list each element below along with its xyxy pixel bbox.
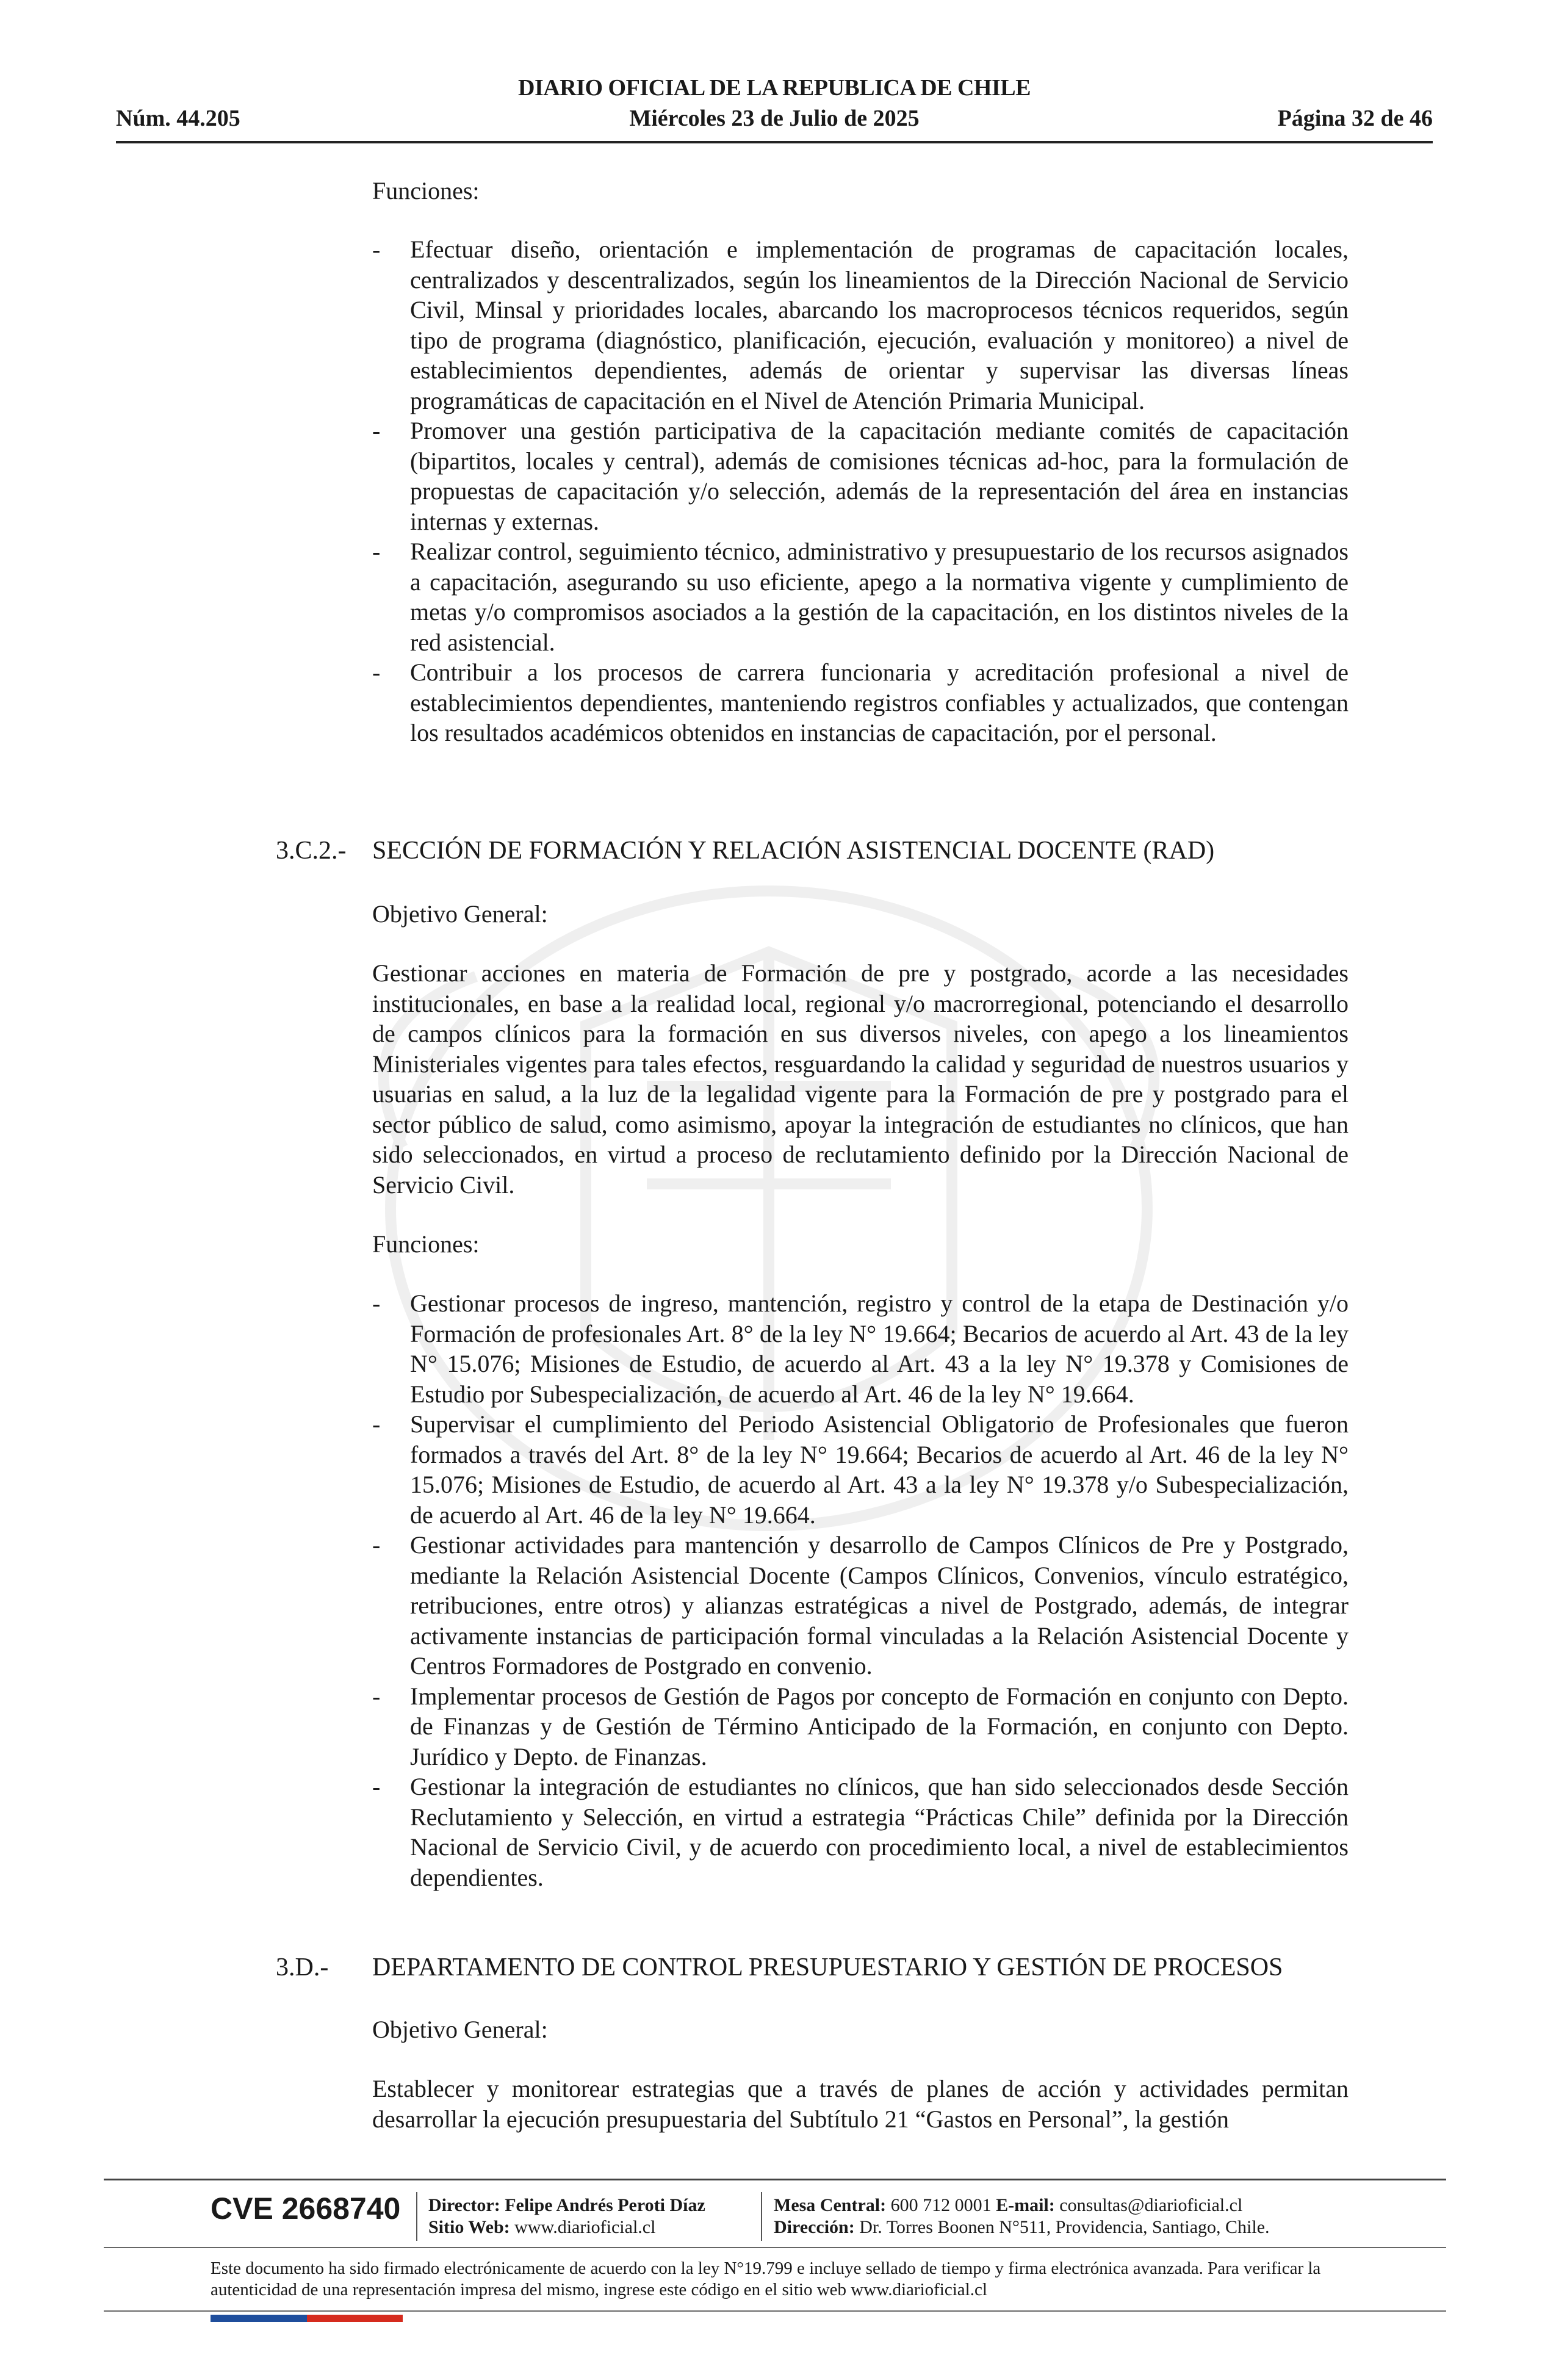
director-label: Director: (428, 2195, 500, 2215)
list-item: - Gestionar actividades para mantención y desarrollo de Campos Clínicos de Pre y Postgrado, mediante la Relación Asistencial Docente (Campos Clínicos, Convenios, vínculo estratégico, retribuciones, entre otros) y alianzas estratégicas a nivel de Postgrado, además, de integrar activamente instancias de participación formal vinculadas a la Relación Asistencial Docente y Centros Formadores de Postgrado en convenio. (372, 1531, 1349, 1679)
flag-red-stripe (307, 2315, 403, 2322)
signature-note: Este documento ha sido firmado electrónicamente de acuerdo con la ley N°19.799 e incluye sellado de tiempo y firma electrónica avanzada. Para verificar la autenticidad de una representación impresa del mismo, ingrese este código en el sitio web www.diarioficial.cl (211, 2259, 1321, 2299)
footer-director-block (428, 2194, 705, 2238)
footer-divider-top (104, 2179, 1446, 2180)
cve-code: CVE 2668740 (211, 2191, 401, 2226)
chile-flag-stripe (211, 2315, 403, 2322)
list-item-text: Efectuar diseño, orientación e implementación de programas de capacitación locales, centralizados y descentralizados, según los lineamientos de la Dirección Nacional de Servicio Civil, Minsal y prioridades locales, abarcando los macroprocesos técnicos requeridos, según tipo de programa (diagnóstico, planificación, ejecución, evaluación y monitoreo) a nivel de establecimientos dependientes, además de orientar y supervisar las diversas líneas programáticas de capacitación en el Nivel de Atención Primaria Municipal. (410, 236, 1349, 414)
director-name: Felipe Andrés Peroti Díaz (505, 2195, 705, 2215)
list-item: - Implementar procesos de Gestión de Pagos por concepto de Formación en conjunto con Depto. de Finanzas y de Gestión de Término Anticipado de la Formación, en conjunto con Depto. Jurídico y Depto. de Finanzas. (372, 1682, 1349, 1770)
list-item: - Realizar control, seguimiento técnico, administrativo y presupuestario de los recursos asignados a capacitación, asegurando su uso eficiente, apego a la normativa vigente y cumplimiento de metas y/o compromisos asociados a la gestión de la capacitación, en los distintos niveles de la red asistencial. (372, 538, 1349, 656)
section-title-3d: DEPARTAMENTO DE CONTROL PRESUPUESTARIO Y GESTIÓN DE PROCESOS (372, 1953, 1283, 1982)
mesa-label: Mesa Central: (774, 2195, 887, 2215)
web-label: Sitio Web: (428, 2217, 510, 2237)
funciones-list-3c2 (372, 1288, 1349, 1892)
issue-date: Miércoles 23 de Julio de 2025 (629, 106, 920, 131)
funciones-list-1 (372, 234, 1349, 748)
page-header (116, 74, 1433, 146)
header-divider (116, 141, 1433, 143)
page-number: Página 32 de 46 (1277, 106, 1433, 131)
list-item-text: Contribuir a los procesos de carrera funcionaria y acreditación profesional a nivel de establecimientos dependientes, manteniendo registros confiables y actualizados, que contengan los resultados académicos obtenidos en instancias de capacitación, por el personal. (410, 658, 1349, 746)
newspaper-title: DIARIO OFICIAL DE LA REPUBLICA DE CHILE (518, 75, 1031, 101)
list-item: - Supervisar el cumplimiento del Periodo Asistencial Obligatorio de Profesionales que fueron formados a través del Art. 8° de la ley N° 19.664; Becarios de acuerdo al Art. 46 de la ley N° 15.076; Misiones de Estudio, de acuerdo al Art. 43 a la ley N° 19.378 y/o Subespecialización, de acuerdo al Art. 46 de la ley N° 19.664. (372, 1410, 1349, 1529)
section-number-3c2: 3.C.2.- (276, 837, 347, 865)
funciones-label-3c2: Funciones: (372, 1230, 480, 1258)
footer-separator (761, 2192, 762, 2241)
list-item-text: Realizar control, seguimiento técnico, administrativo y presupuestario de los recursos asignados a capacitación, asegurando su uso eficiente, apego a la normativa vigente y cumplimiento de metas y/o compromisos asociados a la gestión de la capacitación, en los distintos niveles de la red asistencial. (410, 538, 1349, 656)
email-label: E-mail: (996, 2195, 1055, 2215)
issue-number: Núm. 44.205 (116, 106, 240, 131)
list-item-text: Implementar procesos de Gestión de Pagos por concepto de Formación en conjunto con Depto. de Finanzas y de Gestión de Término Anticipado de la Formación, en conjunto con Depto. Jurídico y Depto. de Finanzas. (410, 1682, 1349, 1770)
list-item: - Promover una gestión participativa de la capacitación mediante comités de capacitación (bipartitos, locales y central), además de comisiones técnicas ad-hoc, para la formulación de propuestas de capacitación y/o selección, además de la representación del área en instancias internas y externas. (372, 417, 1349, 535)
list-item: - Gestionar procesos de ingreso, mantención, registro y control de la etapa de Destinación y/o Formación de profesionales Art. 8° de la ley N° 19.664; Becarios de acuerdo al Art. 43 de la ley N° 15.076; Misiones de Estudio, de acuerdo al Art. 43 a la ley N° 19.378 y Comisiones de Estudio por Subespecialización, de acuerdo al Art. 46 de la ley N° 19.664. (372, 1289, 1349, 1408)
footer-contact-block (774, 2194, 1270, 2238)
list-item-text: Gestionar la integración de estudiantes no clínicos, que han sido seleccionados desde Sección Reclutamiento y Selección, en virtud a estrategia “Prácticas Chile” definida por la Dirección Nacional de Servicio Civil, y de acuerdo con procedimiento local, a nivel de establecimientos dependientes. (410, 1773, 1349, 1891)
list-item-text: Gestionar actividades para mantención y desarrollo de Campos Clínicos de Pre y Postgrado, mediante la Relación Asistencial Docente (Campos Clínicos, Convenios, vínculo estratégico, retribuciones, entre otros) y alianzas estratégicas a nivel de Postgrado, además, de integrar activamente instancias de participación formal vinculadas a la Relación Asistencial Docente y Centros Formadores de Postgrado en convenio. (410, 1531, 1349, 1679)
objetivo-text-3c2: Gestionar acciones en materia de Formación de pre y postgrado, acorde a las necesidades institucionales, en base a la realidad local, regional y/o macrorregional, potenciando el desarrollo de campos clínicos para la formación en sus diversos niveles, con apego a los lineamientos Ministeriales vigentes para tales efectos, resguardando la calidad y seguridad de nuestros usuarios y usuarias en salud, a la luz de la legalidad vigente para la Formación de pre y postgrado para el sector público de salud, como asimismo, apoyar la integración de estudiantes no clínicos, que han sido seleccionados, en virtud a proceso de reclutamiento definido por la Dirección Nacional de Servicio Civil. (372, 959, 1349, 1199)
list-item-text: Gestionar procesos de ingreso, mantención, registro y control de la etapa de Destinación y/o Formación de profesionales Art. 8° de la ley N° 19.664; Becarios de acuerdo al Art. 43 de la ley N° 15.076; Misiones de Estudio, de acuerdo al Art. 43 a la ley N° 19.378 y Comisiones de Estudio por Subespecialización, de acuerdo al Art. 46 de la ley N° 19.664. (410, 1289, 1349, 1408)
web-link[interactable]: www.diarioficial.cl (514, 2217, 656, 2237)
footer-divider-middle (104, 2247, 1446, 2248)
list-item: - Contribuir a los procesos de carrera funcionaria y acreditación profesional a nivel de establecimientos dependientes, manteniendo registros confiables y actualizados, que contengan los resultados académicos obtenidos en instancias de capacitación, por el personal. (372, 658, 1349, 746)
section-number-3d: 3.D.- (276, 1953, 329, 1982)
footer-divider-bottom (104, 2310, 1446, 2312)
email-link[interactable]: consultas@diarioficial.cl (1059, 2195, 1243, 2215)
objetivo-text-3d: Establecer y monitorear estrategias que a través de planes de acción y actividades permitan desarrollar la ejecución presupuestaria del Subtítulo 21 “Gastos en Personal”, la gestión (372, 2075, 1349, 2133)
funciones-label-1: Funciones: (372, 177, 480, 204)
list-item: - Efectuar diseño, orientación e implementación de programas de capacitación locales, centralizados y descentralizados, según los lineamientos de la Dirección Nacional de Servicio Civil, Minsal y prioridades locales, abarcando los macroprocesos técnicos requeridos, según tipo de programa (diagnóstico, planificación, ejecución, evaluación y monitoreo) a nivel de establecimientos dependientes, además de orientar y supervisar las diversas líneas programáticas de capacitación en el Nivel de Atención Primaria Municipal. (372, 236, 1349, 414)
objetivo-label-3c2: Objetivo General: (372, 900, 548, 928)
flag-blue-stripe (211, 2315, 307, 2322)
list-item-text: Supervisar el cumplimiento del Periodo Asistencial Obligatorio de Profesionales que fueron formados a través del Art. 8° de la ley N° 19.664; Becarios de acuerdo al Art. 46 de la ley N° 15.076; Misiones de Estudio, de acuerdo al Art. 43 a la ley N° 19.378 y/o Subespecialización, de acuerdo al Art. 46 de la ley N° 19.664. (410, 1410, 1349, 1529)
direccion-value: Dr. Torres Boonen N°511, Providencia, Santiago, Chile. (859, 2217, 1270, 2237)
footer-separator (416, 2192, 417, 2241)
objetivo-label-3d: Objetivo General: (372, 2016, 548, 2043)
list-item-text: Promover una gestión participativa de la capacitación mediante comités de capacitación (bipartitos, locales y central), además de comisiones técnicas ad-hoc, para la formulación de propuestas de capacitación y/o selección, además de la representación del área en instancias internas y externas. (410, 417, 1349, 535)
mesa-phone: 600 712 0001 (890, 2195, 992, 2215)
section-title-3c2: SECCIÓN DE FORMACIÓN Y RELACIÓN ASISTENCIAL DOCENTE (RAD) (372, 837, 1215, 865)
direccion-label: Dirección: (774, 2217, 855, 2237)
list-item: - Gestionar la integración de estudiantes no clínicos, que han sido seleccionados desde Sección Reclutamiento y Selección, en virtud a estrategia “Prácticas Chile” definida por la Dirección Nacional de Servicio Civil, y de acuerdo con procedimiento local, a nivel de establecimientos dependientes. (372, 1773, 1349, 1891)
